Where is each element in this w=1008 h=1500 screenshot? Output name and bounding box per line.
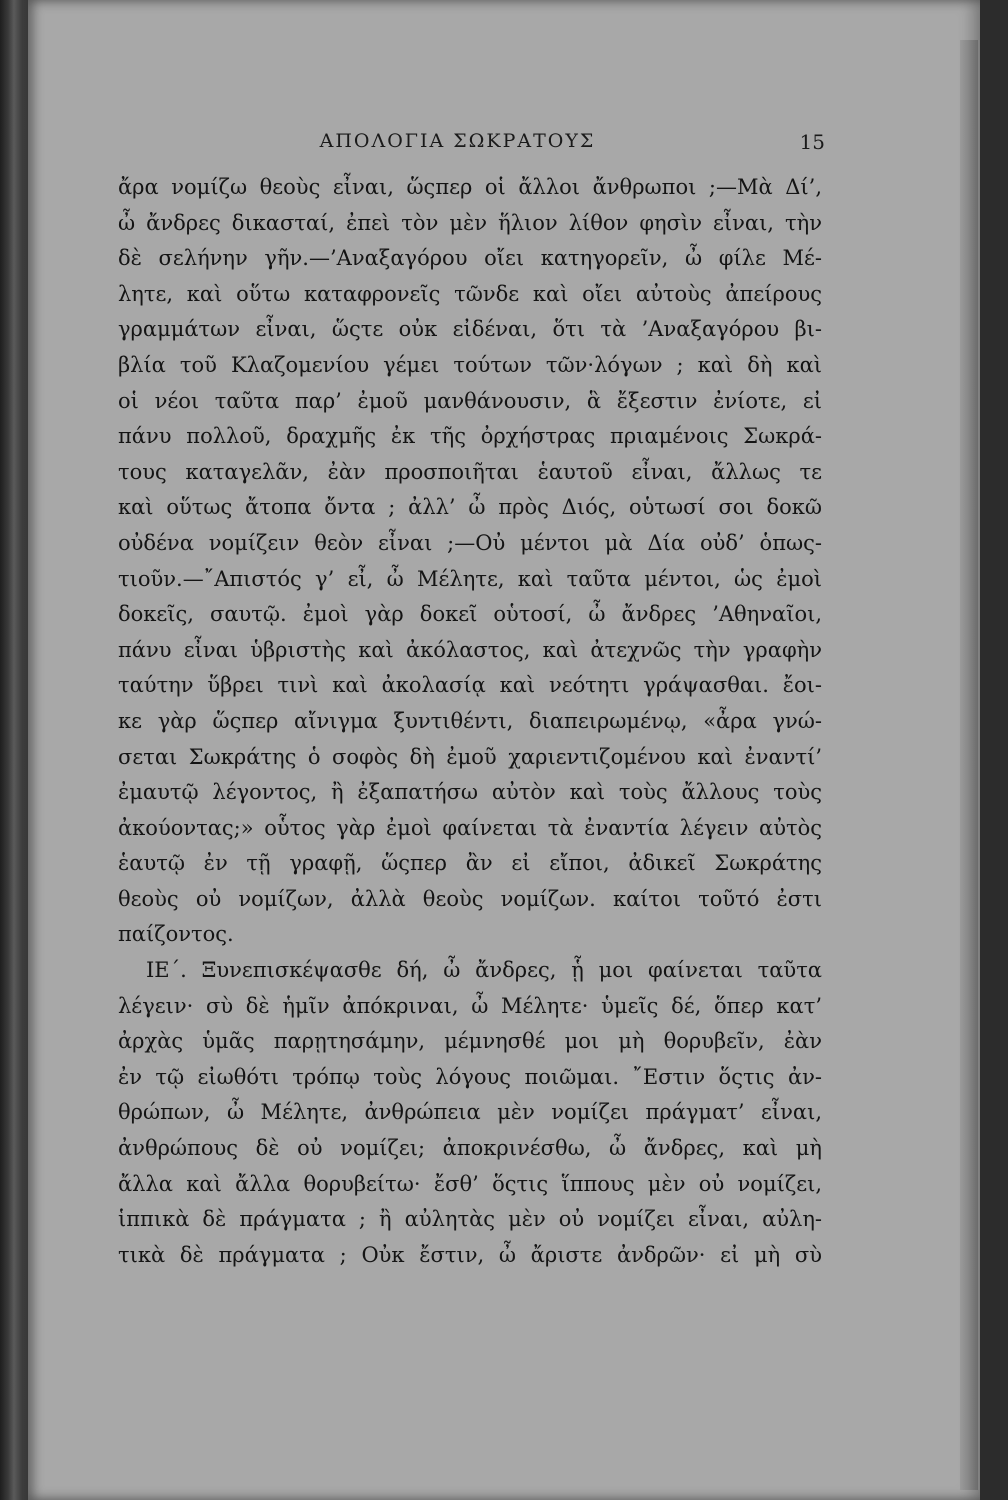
text-line: ἄρα νομίζω θεοὺς εἶναι, ὥςπερ οἱ ἄλλοι ἄνθρωποι ;—Μὰ Δί’, bbox=[118, 175, 822, 199]
text-line: καὶ οὕτως ἄτοπα ὄντα ; ἀλλ’ ὦ πρὸς Διός, οὑτωσί σοι δοκῶ bbox=[118, 495, 822, 520]
text-line: ἀρχὰς ὑμᾶς παρῃτησάμην, μέμνησθέ μοι μὴ θορυβεῖν, ἐὰν bbox=[118, 1029, 822, 1054]
text-line: τικὰ δὲ πράγματα ; Οὐκ ἔστιν, ὦ ἄριστε ἀνδρῶν· εἰ μὴ σὺ bbox=[118, 1242, 822, 1267]
text-line: τους καταγελᾶν, ἐὰν προσποιῆται ἑαυτοῦ εἶναι, ἄλλως τε bbox=[118, 459, 822, 484]
text-line: βλία τοῦ Κλαζομενίου γέμει τούτων τῶν·λόγων ; καὶ δὴ καὶ bbox=[118, 352, 822, 377]
text-line: θρώπων, ὦ Μέλητε, ἀνθρώπεια μὲν νομίζει πράγματ’ εἶναι, bbox=[118, 1100, 822, 1125]
text-line: πάνυ πολλοῦ, δραχμῆς ἐκ τῆς ὀρχήστρας πριαμένοις Σωκρά- bbox=[118, 424, 822, 449]
text-line: δοκεῖς, σαυτῷ. ἐμοὶ γὰρ δοκεῖ οὑτοσί, ὦ ἄνδρες ’Αθηναῖοι, bbox=[118, 602, 822, 627]
running-title: ΑΠΟΛΟΓΙΑ ΣΩΚΡΑΤΟΥΣ bbox=[319, 130, 596, 152]
text-line: ἐν τῷ εἰωθότι τρόπῳ τοὺς λόγους ποιῶμαι. ῎Εστιν ὅςτις ἀν- bbox=[118, 1064, 822, 1089]
text-line: παίζοντος. bbox=[118, 922, 234, 947]
text-line: ὦ ἄνδρες δικασταί, ἐπεὶ τὸν μὲν ἥλιον λίθον φησὶν εἶναι, τὴν bbox=[118, 210, 822, 235]
page-edge bbox=[960, 40, 978, 1490]
text-line: ἱππικὰ δὲ πράγματα ; ἢ αὐλητὰς μὲν οὐ νομίζει εἶναι, αὐλη- bbox=[118, 1207, 822, 1232]
text-line: λέγειν· σὺ δὲ ἡμῖν ἀπόκριναι, ὦ Μέλητε· ὑμεῖς δέ, ὅπερ κατ’ bbox=[118, 993, 822, 1018]
text-line: θεοὺς οὐ νομίζων, ἀλλὰ θεοὺς νομίζων. καίτοι τοῦτό ἐστι bbox=[118, 886, 822, 911]
text-line: τιοῦν.—῎Απιστός γ’ εἶ, ὦ Μέλητε, καὶ ταῦτα μέντοι, ὡς ἐμοὶ bbox=[118, 566, 822, 591]
section-start-line: ΙΕ΄. Ξυνεπισκέψασθε δή, ὦ ἄνδρες, ᾗ μοι φαίνεται ταῦτα bbox=[146, 958, 822, 983]
text-line: κε γὰρ ὥςπερ αἴνιγμα ξυντιθέντι, διαπειρωμένῳ, «ἆρα γνώ- bbox=[118, 708, 822, 733]
text-line: ἄλλα καὶ ἄλλα θορυβείτω· ἔσθ’ ὅςτις ἵππους μὲν οὐ νομίζει, bbox=[118, 1171, 822, 1196]
running-header bbox=[90, 130, 825, 160]
text-line: σεται Σωκράτης ὁ σοφὸς δὴ ἐμοῦ χαριεντιζομένου καὶ ἐναντί’ bbox=[118, 744, 822, 769]
text-line: οὐδένα νομίζειν θεὸν εἶναι ;—Οὐ μέντοι μὰ Δία οὐδ’ ὁπως- bbox=[118, 530, 822, 555]
text-line: πάνυ εἶναι ὑβριστὴς καὶ ἀκόλαστος, καὶ ἀτεχνῶς τὴν γραφὴν bbox=[118, 637, 822, 662]
text-line: οἱ νέοι ταῦτα παρ’ ἐμοῦ μανθάνουσιν, ἃ ἔξεστιν ἐνίοτε, εἰ bbox=[118, 388, 822, 413]
text-line: γραμμάτων εἶναι, ὥςτε οὐκ εἰδέναι, ὅτι τὰ ’Αναξαγόρου βι- bbox=[118, 317, 822, 342]
text-block bbox=[118, 170, 822, 1273]
text-line: λητε, καὶ οὕτω καταφρονεῖς τῶνδε καὶ οἴει αὐτοὺς ἀπείρους bbox=[118, 281, 822, 306]
text-line: ἀκούοντας;» οὗτος γὰρ ἐμοὶ φαίνεται τὰ ἐναντία λέγειν αὐτὸς bbox=[118, 815, 822, 840]
text-line: δὲ σελήνην γῆν.—’Αναξαγόρου οἴει κατηγορεῖν, ὦ φίλε Μέ- bbox=[118, 246, 822, 271]
page-number: 15 bbox=[799, 130, 825, 154]
text-line: ταύτην ὕβρει τινὶ καὶ ἀκολασίᾳ καὶ νεότητι γράψασθαι. ἔοι- bbox=[118, 673, 822, 698]
text-line: ἀνθρώπους δὲ οὐ νομίζει; ἀποκρινέσθω, ὦ ἄνδρες, καὶ μὴ bbox=[118, 1136, 822, 1161]
text-line: ἐμαυτῷ λέγοντος, ἢ ἐξαπατήσω αὐτὸν καὶ τοὺς ἄλλους τοὺς bbox=[118, 780, 822, 805]
text-line: ἑαυτῷ ἐν τῇ γραφῇ, ὥςπερ ἂν εἰ εἴποι, ἀδικεῖ Σωκράτης bbox=[118, 851, 822, 876]
